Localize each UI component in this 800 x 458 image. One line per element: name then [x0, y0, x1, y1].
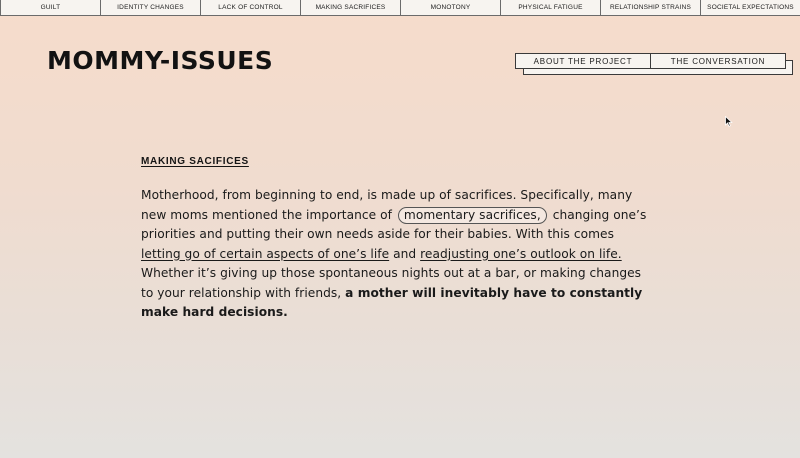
nav-item-identity-changes[interactable]: IDENTITY CHANGES [101, 0, 201, 15]
highlight-pill[interactable]: momentary sacrifices, [398, 207, 547, 224]
section-body [141, 186, 651, 323]
tab-about-the-project[interactable]: ABOUT THE PROJECT [533, 56, 633, 66]
link-readjusting-outlook[interactable]: readjusting one’s outlook on life. [420, 246, 622, 261]
nav-item-lack-of-control[interactable]: LACK OF CONTROL [201, 0, 301, 15]
body-text-bold: a mother will inevitably have to constantly make hard decisions. [141, 285, 643, 319]
body-text-3: Whether it’s giving up those spontaneous nights out at a bar, or making changes to your relationship with friends, [141, 266, 642, 300]
site-title[interactable]: MOMMY-ISSUES [47, 46, 274, 75]
body-text-1: Motherhood, from beginning to end, is made up of sacrifices. Specifically, many new moms mentioned the importance of [141, 188, 633, 222]
tab-the-conversation[interactable]: THE CONVERSATION [650, 54, 785, 68]
body-text-2: changing one’s priorities and putting their own needs aside for their babies. With this comes [141, 207, 647, 241]
nav-item-making-sacrifices[interactable]: MAKING SACRIFICES [301, 0, 401, 15]
body-text-and: and [393, 246, 417, 261]
section-heading: MAKING SACIFICES [141, 156, 249, 167]
nav-item-relationship-strains[interactable]: RELATIONSHIP STRAINS [601, 0, 701, 15]
mouse-cursor-icon [725, 116, 733, 127]
nav-item-monotony[interactable]: MONOTONY [401, 0, 501, 15]
header-tabs [515, 53, 786, 69]
link-letting-go[interactable]: letting go of certain aspects of one’s life [141, 246, 390, 261]
nav-item-guilt[interactable]: GUILT [0, 0, 101, 15]
nav-item-physical-fatigue[interactable]: PHYSICAL FATIGUE [501, 0, 601, 15]
top-navigation [0, 0, 800, 16]
nav-item-societal-expectations[interactable]: SOCIETAL EXPECTATIONS [707, 4, 794, 11]
